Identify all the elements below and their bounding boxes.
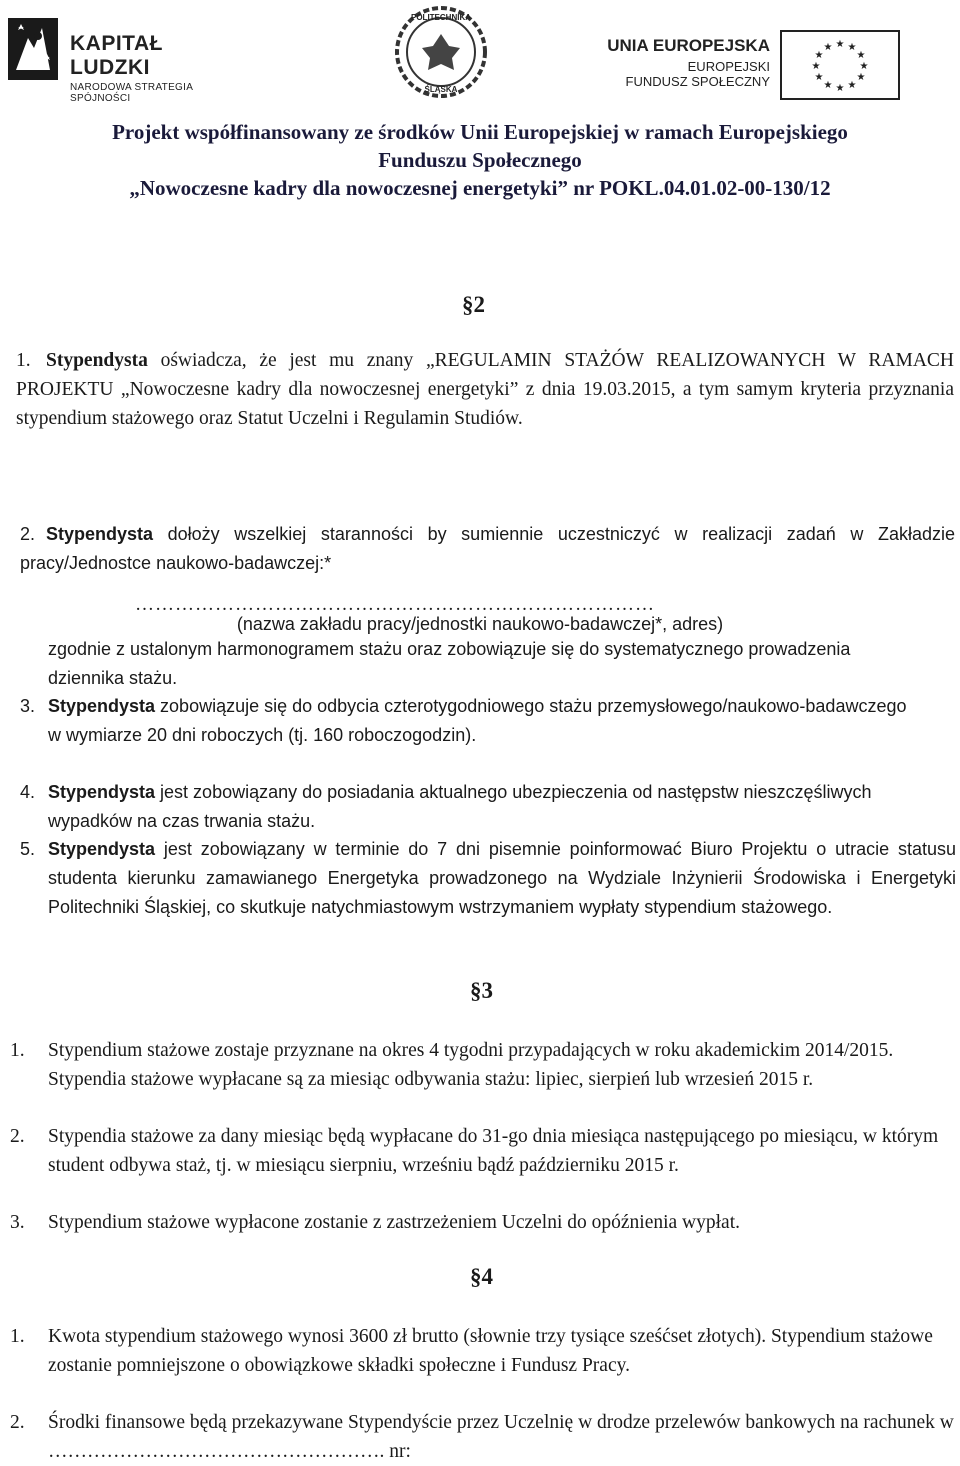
section-sign: § — [470, 1264, 482, 1289]
fill-in-dotted-line: …………………………………………………………………… — [135, 594, 655, 615]
s2-caption: (nazwa zakładu pracy/jednostki naukowo-badawczej*, adres) — [236, 614, 724, 634]
eu-flag-icon — [780, 30, 900, 100]
section-sign: § — [462, 292, 474, 317]
svg-text:★: ★ — [811, 61, 821, 72]
project-title — [0, 118, 960, 202]
paragraph-text: jest zobowiązany do posiadania aktualnego ubezpieczenia od następstw nieszczęśliwych wypadków na czas trwania stażu. — [48, 782, 872, 831]
paragraph-text: Stypendia stażowe za dany miesiąc będą wypłacane do 31-go dnia miesiąca następującego po miesiącu, w którym student odbywa staż, tj. w miesiącu sierpniu, wrześniu bądź październiku 2015 r. — [48, 1126, 939, 1176]
paragraph-text: Środki finansowe będą przekazywane Stypendyście przez Uczelnię w drodze przelewów bankowych na rachunek w ……………………………………………. nr: — [48, 1412, 954, 1462]
bold-term: Stypendysta — [46, 350, 148, 371]
section-3-heading — [470, 978, 493, 1004]
eu-logo — [580, 30, 900, 100]
s2-paragraph-5 — [20, 835, 956, 922]
list-number: 5. — [20, 839, 36, 859]
title-line-3: „Nowoczesne kadry dla nowoczesnej energetyki” nr POKL.04.01.02-00-130/12 — [129, 176, 831, 200]
s3-paragraph-3 — [10, 1208, 960, 1237]
svg-text:★: ★ — [814, 50, 824, 61]
s3-paragraph-1 — [10, 1036, 948, 1094]
seal-text-bottom: ŚLĄSKA — [424, 85, 458, 94]
bold-term: Stypendysta — [48, 782, 156, 802]
s3-paragraph-2 — [10, 1122, 960, 1180]
section-number: 3 — [481, 978, 493, 1003]
svg-text:★: ★ — [835, 83, 845, 94]
svg-text:★: ★ — [823, 42, 833, 53]
list-number: 2. — [10, 1126, 25, 1147]
kapital-ludzki-subtitle: NARODOWA STRATEGIA SPÓJNOŚCI — [70, 82, 193, 104]
bold-term: Stypendysta — [46, 524, 154, 544]
paragraph-text: Kwota stypendium stażowego wynosi 3600 zł brutto (słownie trzy tysiące sześćset złotych). Stypendium stażowe zostanie pomniejszone o obowiązkowe składki społeczne i Fundusz Pracy. — [48, 1326, 933, 1376]
eu-line3: FUNDUSZ SPOŁECZNY — [625, 74, 770, 89]
paragraph-text: zobowiązuje się do odbycia czterotygodniowego stażu przemysłowego/naukowo-badawczego w wymiarze 20 dni roboczych (tj. 160 roboczogodzin). — [48, 696, 907, 745]
bold-term: Stypendysta — [48, 839, 156, 859]
kapital-ludzki-mark-icon — [8, 18, 58, 80]
seal-text-top: POLITECHNIKA — [411, 13, 471, 22]
list-number: 1. — [10, 1326, 25, 1347]
list-number: 4. — [20, 782, 36, 802]
kapital-ludzki-title: KAPITAŁ LUDZKI — [70, 32, 163, 79]
list-number: 3. — [10, 1212, 25, 1233]
paragraph-text: oświadcza, że jest mu znany „REGULAMIN STAŻÓW REALIZOWANYCH W RAMACH PROJEKTU „Nowoczesne kadry dla nowoczesnej energetyki” z dnia 19.03.2015, a tym samym kryteria przyznania stypendium stażowego oraz Statut Uczelni i Regulamin Studiów. — [16, 350, 954, 429]
section-number: 2 — [473, 292, 485, 317]
kapital-ludzki-logo — [8, 18, 248, 104]
bold-term: Stypendysta — [48, 696, 156, 716]
section-number: 4 — [481, 1264, 493, 1289]
list-number: 2. — [20, 524, 36, 544]
paragraph-text: Stypendium stażowe zostaje przyznane na okres 4 tygodni przypadających w roku akademickim 2014/2015. Stypendia stażowe wypłacane są za miesiąc odbywania stażu: lipiec, sierpień lub wrzesień 2015 r. — [48, 1040, 894, 1090]
svg-text:★: ★ — [847, 80, 857, 91]
svg-text:★: ★ — [856, 72, 866, 83]
svg-text:★: ★ — [835, 39, 845, 50]
title-line-2: Funduszu Społecznego — [378, 148, 582, 172]
svg-text:★: ★ — [823, 80, 833, 91]
s2-paragraph-2 — [20, 520, 955, 578]
svg-text:★: ★ — [859, 61, 869, 72]
paragraph-text: dołoży wszelkiej staranności by sumiennie uczestniczyć w realizacji zadań w Zakładzie pracy/Jednostce naukowo-badawczej:* — [20, 524, 955, 573]
section-4-heading — [470, 1264, 493, 1290]
s4-paragraph-1 — [10, 1322, 960, 1380]
list-number: 1. — [16, 350, 31, 371]
eu-line2: EUROPEJSKI — [687, 59, 770, 74]
s2-paragraph-4 — [20, 778, 928, 836]
page-header — [0, 0, 960, 110]
s2-paragraph-3 — [20, 692, 908, 750]
list-number: 3. — [20, 696, 36, 716]
paragraph-text: Stypendium stażowe wypłacone zostanie z zastrzeżeniem Uczelni do opóźnienia wypłat. — [48, 1212, 740, 1233]
section-2-heading — [462, 292, 485, 318]
s4-paragraph-2 — [10, 1408, 960, 1466]
s2-paragraph-2-cont: zgodnie z ustalonym harmonogramem stażu oraz zobowiązuje się do systematycznego prowadzenia dziennika stażu. — [48, 639, 851, 688]
paragraph-text: jest zobowiązany w terminie do 7 dni pisemnie poinformować Biuro Projektu o utracie statusu studenta kierunku zamawianego Energetyka prowadzonego na Wydziale Inżynierii Środowiska i Energetyki Politechniki Śląskiej, co skutkuje natychmiastowym wstrzymaniem wypłaty stypendium stażowego. — [48, 839, 956, 917]
svg-text:★: ★ — [856, 50, 866, 61]
politechnika-slaska-seal — [394, 4, 488, 100]
svg-text:★: ★ — [847, 42, 857, 53]
svg-text:★: ★ — [814, 72, 824, 83]
s2-paragraph-1 — [16, 346, 954, 433]
list-number: 1. — [10, 1040, 25, 1061]
title-line-1: Projekt współfinansowany ze środków Unii Europejskiej w ramach Europejskiego — [112, 120, 848, 144]
list-number: 2. — [10, 1412, 25, 1433]
eu-title: UNIA EUROPEJSKA — [607, 36, 770, 55]
section-sign: § — [470, 978, 482, 1003]
